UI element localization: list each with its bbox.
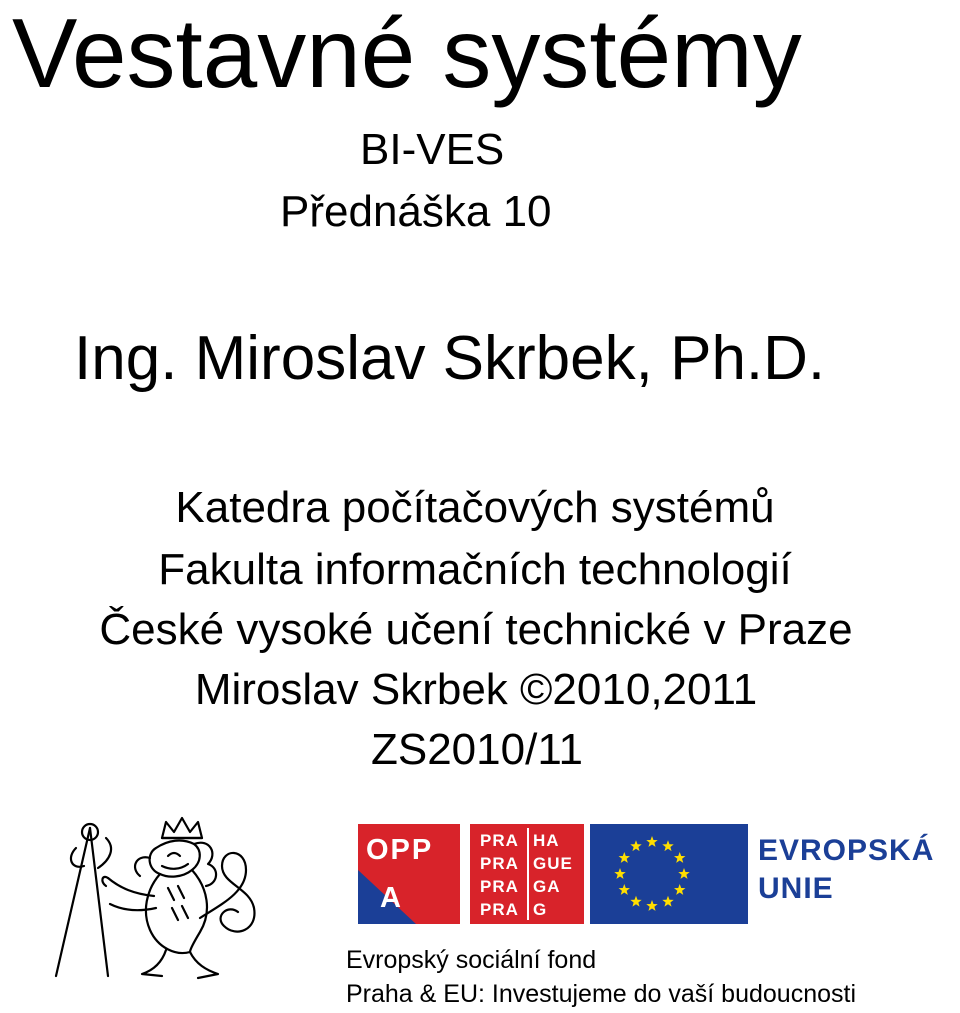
praha-row	[533, 832, 560, 849]
lecturer-name: Ing. Miroslav Skrbek, Ph.D.	[74, 324, 826, 393]
praha-row	[480, 855, 519, 872]
praha-row	[533, 901, 547, 918]
eu-label	[758, 832, 934, 909]
lecture-number: Přednáška 10	[280, 187, 552, 236]
praha-row	[533, 878, 561, 895]
praha-right-text: G	[533, 900, 548, 919]
oppa-red-panel	[358, 824, 460, 924]
department-name: Katedra počítačových systémů	[175, 483, 775, 532]
praha-right-text: HA	[533, 831, 560, 850]
oppa-logo	[358, 824, 584, 924]
praha-left-text: PRA	[480, 854, 519, 873]
university-name: České vysoké učení technické v Praze	[99, 605, 853, 654]
praha-praque-praga-block	[470, 824, 584, 924]
praha-left-text: PRA	[480, 831, 519, 850]
praha-divider	[527, 828, 529, 920]
praha-right-text: GA	[533, 877, 561, 896]
esf-fund-name: Evropský sociální fond	[346, 946, 597, 974]
praha-row	[480, 901, 519, 918]
esf-motto: Praha & EU: Investujeme do vaší budoucnosti	[346, 980, 857, 1008]
slide-title: Vestavné systémy	[12, 0, 802, 108]
eu-flag-icon	[590, 824, 748, 924]
semester-line: ZS2010/11	[370, 725, 583, 774]
eu-label-line1: EVROPSKÁ	[758, 834, 935, 867]
praha-right-text: GUE	[533, 854, 573, 873]
oppa-top-letters: OPP	[366, 834, 434, 866]
copyright-line: Miroslav Skrbek ©2010,2011	[194, 665, 758, 714]
praha-row	[533, 855, 573, 872]
praha-row	[480, 832, 519, 849]
eu-label-line2: UNIE	[758, 872, 834, 906]
praha-row	[480, 878, 519, 895]
cvut-lion-icon	[50, 808, 260, 984]
praha-left-text: PRA	[480, 877, 519, 896]
faculty-name: Fakulta informačních technologií	[158, 545, 792, 594]
oppa-bottom-letter: A	[380, 882, 403, 914]
course-code: BI-VES	[360, 125, 505, 174]
praha-left-text: PRA	[480, 900, 519, 919]
